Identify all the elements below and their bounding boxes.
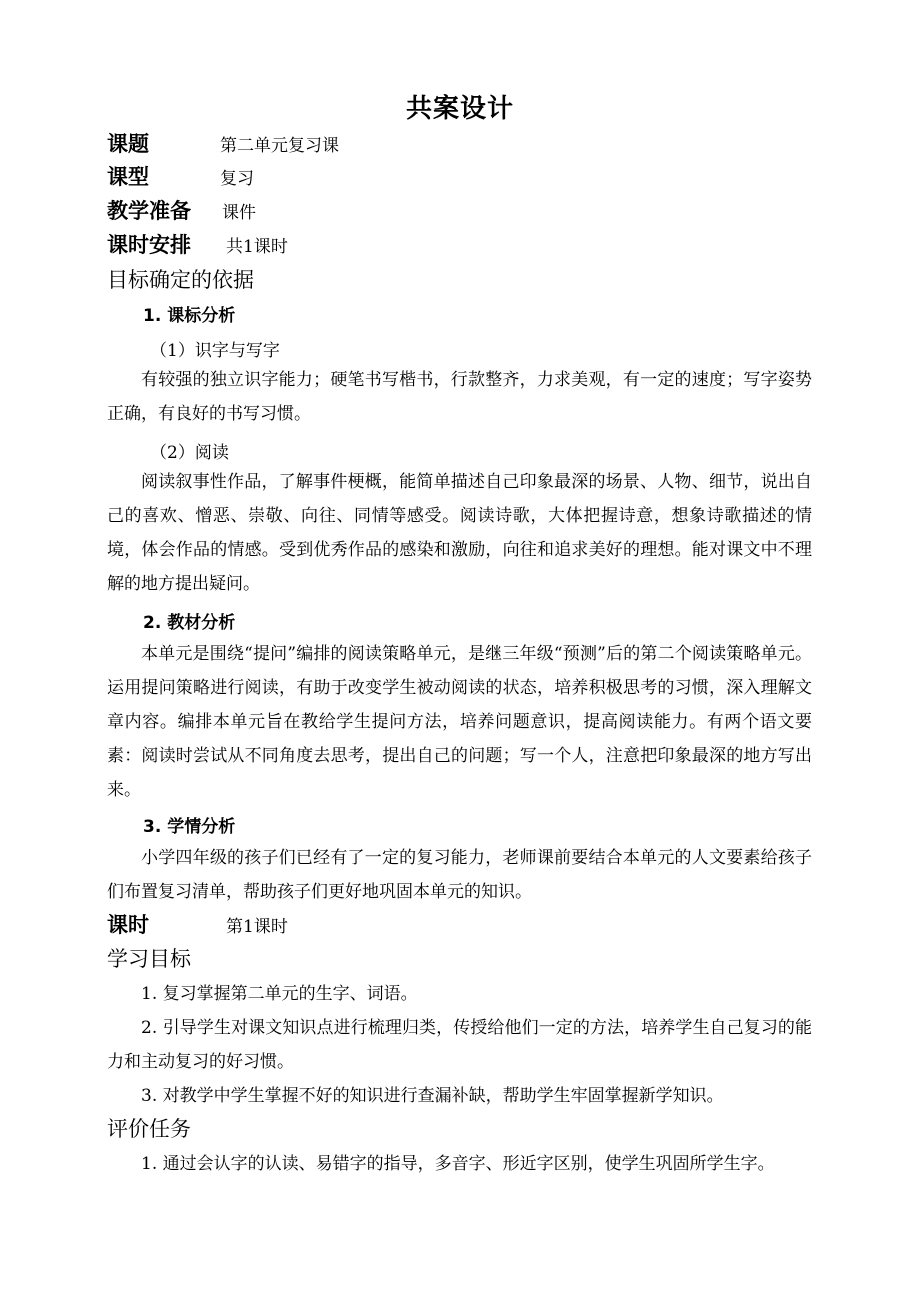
textbook-heading: 2. 教材分析 xyxy=(143,613,236,633)
meta-topic xyxy=(107,128,339,158)
tasks-heading: 评价任务 xyxy=(107,1117,191,1141)
textbook-text: 本单元是围绕“提问”编排的阅读策略单元，是继三年级“预测”后的第二个阅读策略单元。运用提问策略进行阅读，有助于改变学生被动阅读的状态，培养积极思考的习惯，深入理解文章内容。编排本单元旨在教给学生提问方法，培养问题意识，提高阅读能力。有两个语文要素：阅读时尝试从不同角度去思考，提出自己的问题；写一个人，注意把印象最深的地方写出来。 xyxy=(107,644,812,800)
goal-item: 2. 引导学生对课文知识点进行梳理归类，传授给他们一定的方法，培养学生自己复习的能力和主动复习的好习惯。 xyxy=(107,1018,812,1072)
meta-prep-value: 课件 xyxy=(222,202,256,223)
meta-prep-label: 教学准备 xyxy=(107,199,191,223)
meta-topic-value: 第二单元复习课 xyxy=(220,135,339,156)
lesson-row xyxy=(107,909,288,939)
writing-text: 有较强的独立识字能力；硬笔书写楷书，行款整齐，力求美观，有一定的速度；写字姿势正确，有良好的书写习惯。 xyxy=(107,370,812,424)
document-title: 共案设计 xyxy=(405,94,514,124)
reading-heading: （2）阅读 xyxy=(150,443,229,463)
lesson-label: 课时 xyxy=(107,913,149,937)
students-text: 小学四年级的孩子们已经有了一定的复习能力，老师课前要结合本单元的人文要素给孩子们布置复习清单，帮助孩子们更好地巩固本单元的知识。 xyxy=(107,848,812,902)
meta-type-value: 复习 xyxy=(220,168,254,189)
meta-schedule xyxy=(107,229,288,259)
meta-topic-label: 课题 xyxy=(107,132,149,156)
meta-type xyxy=(107,161,254,191)
task-item: 1. 通过会认字的认读、易错字的指导，多音字、形近字区别，使学生巩固所学生字。 xyxy=(141,1154,775,1174)
meta-type-label: 课型 xyxy=(107,165,149,189)
reading-text: 阅读叙事性作品，了解事件梗概，能简单描述自己印象最深的场景、人物、细节，说出自己的喜欢、憎恶、崇敬、向往、同情等感受。阅读诗歌，大体把握诗意，想象诗歌描述的情境，体会作品的情感。受到优秀作品的感染和激励，向往和追求美好的理想。能对课文中不理解的地方提出疑问。 xyxy=(107,472,812,594)
curriculum-heading: 1. 课标分析 xyxy=(143,306,236,326)
goals-heading: 学习目标 xyxy=(107,947,191,971)
goal-item: 1. 复习掌握第二单元的生字、词语。 xyxy=(141,984,418,1004)
lesson-value: 第1课时 xyxy=(226,916,288,937)
meta-prep xyxy=(107,195,256,225)
meta-schedule-label: 课时安排 xyxy=(107,233,191,257)
goal-item: 3. 对教学中学生掌握不好的知识进行查漏补缺，帮助学生牢固掌握新学知识。 xyxy=(141,1086,724,1106)
meta-schedule-value: 共1课时 xyxy=(226,236,288,257)
writing-heading: （1）识字与写字 xyxy=(150,341,280,361)
students-heading: 3. 学情分析 xyxy=(143,817,236,837)
basis-heading: 目标确定的依据 xyxy=(107,268,254,292)
